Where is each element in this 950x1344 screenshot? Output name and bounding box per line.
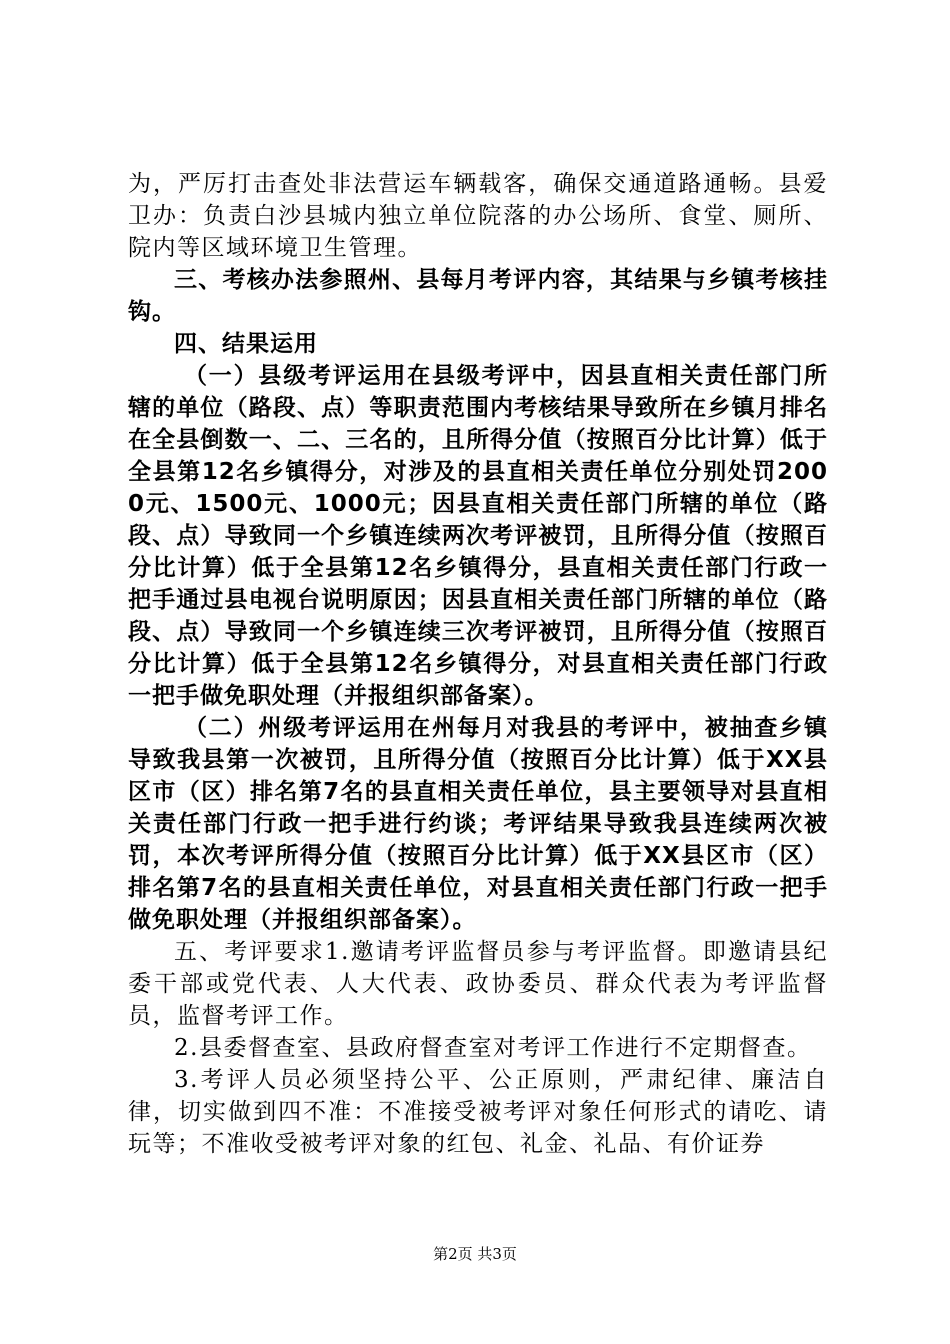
section-four-heading: 四、结果运用 — [174, 331, 318, 357]
paragraph-state-evaluation: （二）州级考评运用在州每月对我县的考评中，被抽查乡镇导致我县第一次被罚，且所得分值（按照百分比计算）低于XX县区市（区）排名第7名的县直相关责任单位，县主要领导对县直相关责任部门行政一把手进行约谈；考评结果导致我县连续两次被罚，本次考评所得分值（按照百分比计算）低于XX县区市（区）排名第7名的县直相关责任单位，对县直相关责任部门行政一把手做免职处理（并报组织部备案）。 — [128, 715, 828, 933]
list-item-2: 2.县委督查室、县政府督查室对考评工作进行不定期督查。 — [174, 1035, 812, 1061]
list-item-3: 3.考评人员必须坚持公平、公正原则，严肃纪律、廉洁自律，切实做到四不准：不准接受被考评对象任何形式的请吃、请玩等；不准收受被考评对象的红包、礼金、礼品、有价证券 — [128, 1067, 828, 1157]
paragraph-county-evaluation: （一）县级考评运用在县级考评中，因县直相关责任部门所辖的单位（路段、点）等职责范围内考核结果导致所在乡镇月排名在全县倒数一、二、三名的，且所得分值（按照百分比计算）低于全县第12名乡镇得分，对涉及的县直相关责任单位分别处罚2000元、1500元、1000元；因县直相关责任部门所辖的单位（路段、点）导致同一个乡镇连续两次考评被罚，且所得分值（按照百分比计算）低于全县第12名乡镇得分，县直相关责任部门行政一把手通过县电视台说明原因；因县直相关责任部门所辖的单位（路段、点）导致同一个乡镇连续三次考评被罚，且所得分值（按照百分比计算）低于全县第12名乡镇得分，对县直相关责任部门行政一把手做免职处理（并报组织部备案）。 — [128, 363, 828, 709]
document-body — [128, 168, 828, 1160]
paragraph-continuation: 为，严厉打击查处非法营运车辆载客，确保交通道路通畅。县爱卫办：负责白沙县城内独立单位院落的办公场所、食堂、厕所、院内等区域环境卫生管理。 — [128, 171, 828, 261]
section-five-paragraph: 五、考评要求1.邀请考评监督员参与考评监督。即邀请县纪委干部或党代表、人大代表、政协委员、群众代表为考评监督员，监督考评工作。 — [128, 939, 828, 1029]
section-three-heading: 三、考核办法参照州、县每月考评内容，其结果与乡镇考核挂钩。 — [128, 267, 828, 325]
page-footer: 第2页 共3页 — [433, 1245, 517, 1263]
